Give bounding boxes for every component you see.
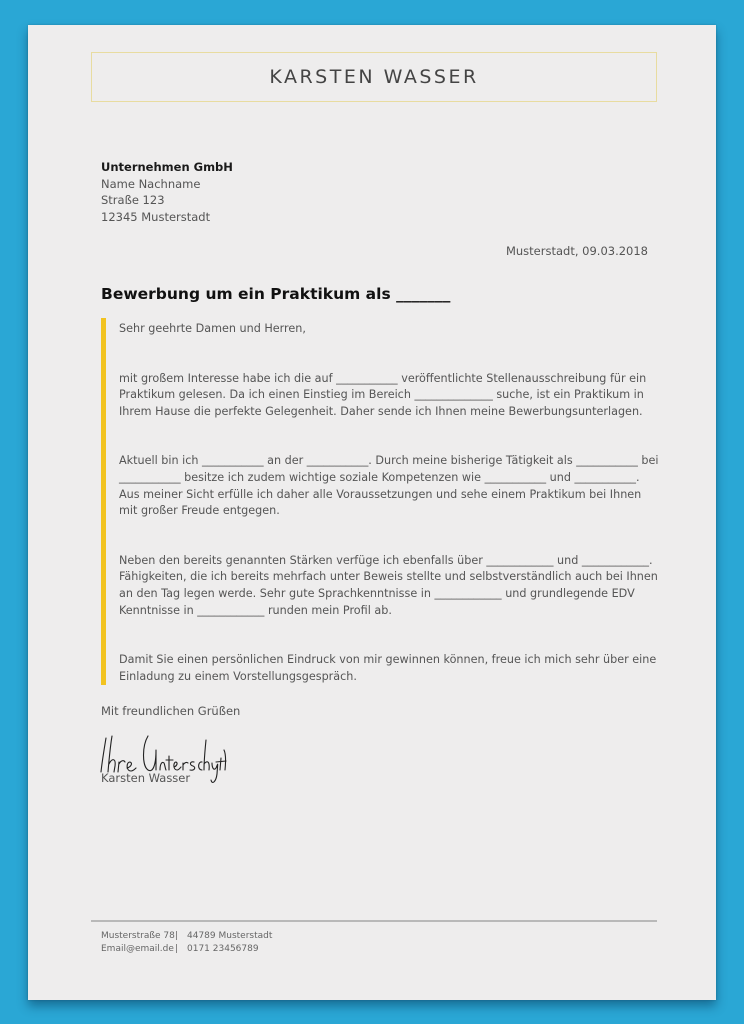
letter-body <box>101 318 661 685</box>
footer-divider <box>91 920 657 922</box>
header-name-box <box>91 52 657 102</box>
place-date: Musterstadt, 09.03.2018 <box>505 244 648 258</box>
footer-street: Musterstraße 78 <box>101 931 175 941</box>
recipient-company: Unternehmen GmbH <box>101 160 233 174</box>
body-paragraph: mit großem Interesse habe ich die auf ___________ veröffentlichte Stellenausschreibung für ein Praktikum gelesen. Da ich einen Einstieg im Bereich ______________ suche, ist ein Praktikum in Ihrem Hause die perfekte Gelegenheit. Daher sende ich Ihnen meine Bewerbungsunterlagen. <box>119 371 647 418</box>
body-paragraph: Aktuell bin ich ___________ an der ___________. Durch meine bisherige Tätigkeit als ___________ bei ___________ besitze ich zudem wichtige soziale Kompetenzen wie ___________ und ___________. Aus meiner Sicht erfülle ich daher alle Voraussetzungen und sehe einem Praktikum bei Ihnen mit großer Freude entgegen. <box>119 454 659 518</box>
closing-phrase: Mit freundlichen Grüßen <box>101 704 241 718</box>
recipient-address <box>101 159 233 225</box>
footer-phone: 0171 23456789 <box>187 944 259 954</box>
letter-page <box>28 25 716 1000</box>
footer-separator: | <box>175 931 179 941</box>
recipient-street: Straße 123 <box>101 193 165 207</box>
footer-city: 44789 Musterstadt <box>187 931 273 941</box>
subject-line: Bewerbung um ein Praktikum als _______ <box>101 285 451 303</box>
body-paragraph: Neben den bereits genannten Stärken verfüge ich ebenfalls über ____________ und ____________. Fähigkeiten, die ich bereits mehrfach unter Beweis stellte und selbstverständlich auch bei Ihnen an den Tag legen werde. Sehr gute Sprachkenntnisse in ____________ und grundlegende EDV Kenntnisse in ____________ runden mein Profil ab. <box>119 553 658 617</box>
body-paragraph: Damit Sie einen persönlichen Eindruck von mir gewinnen können, freue ich mich sehr über eine Einladung zu einem Vorstellungsgespräch. <box>119 653 657 683</box>
footer-contact <box>101 930 272 956</box>
footer-separator: | <box>175 944 179 954</box>
signer-name: Karsten Wasser <box>101 771 191 785</box>
recipient-city: 12345 Musterstadt <box>101 209 211 224</box>
recipient-contact: Name Nachname <box>101 176 201 191</box>
salutation: Sehr geehrte Damen und Herren, <box>119 322 306 335</box>
footer-email: Email@email.de <box>101 944 174 954</box>
applicant-name-heading: KARSTEN WASSER <box>269 66 479 88</box>
